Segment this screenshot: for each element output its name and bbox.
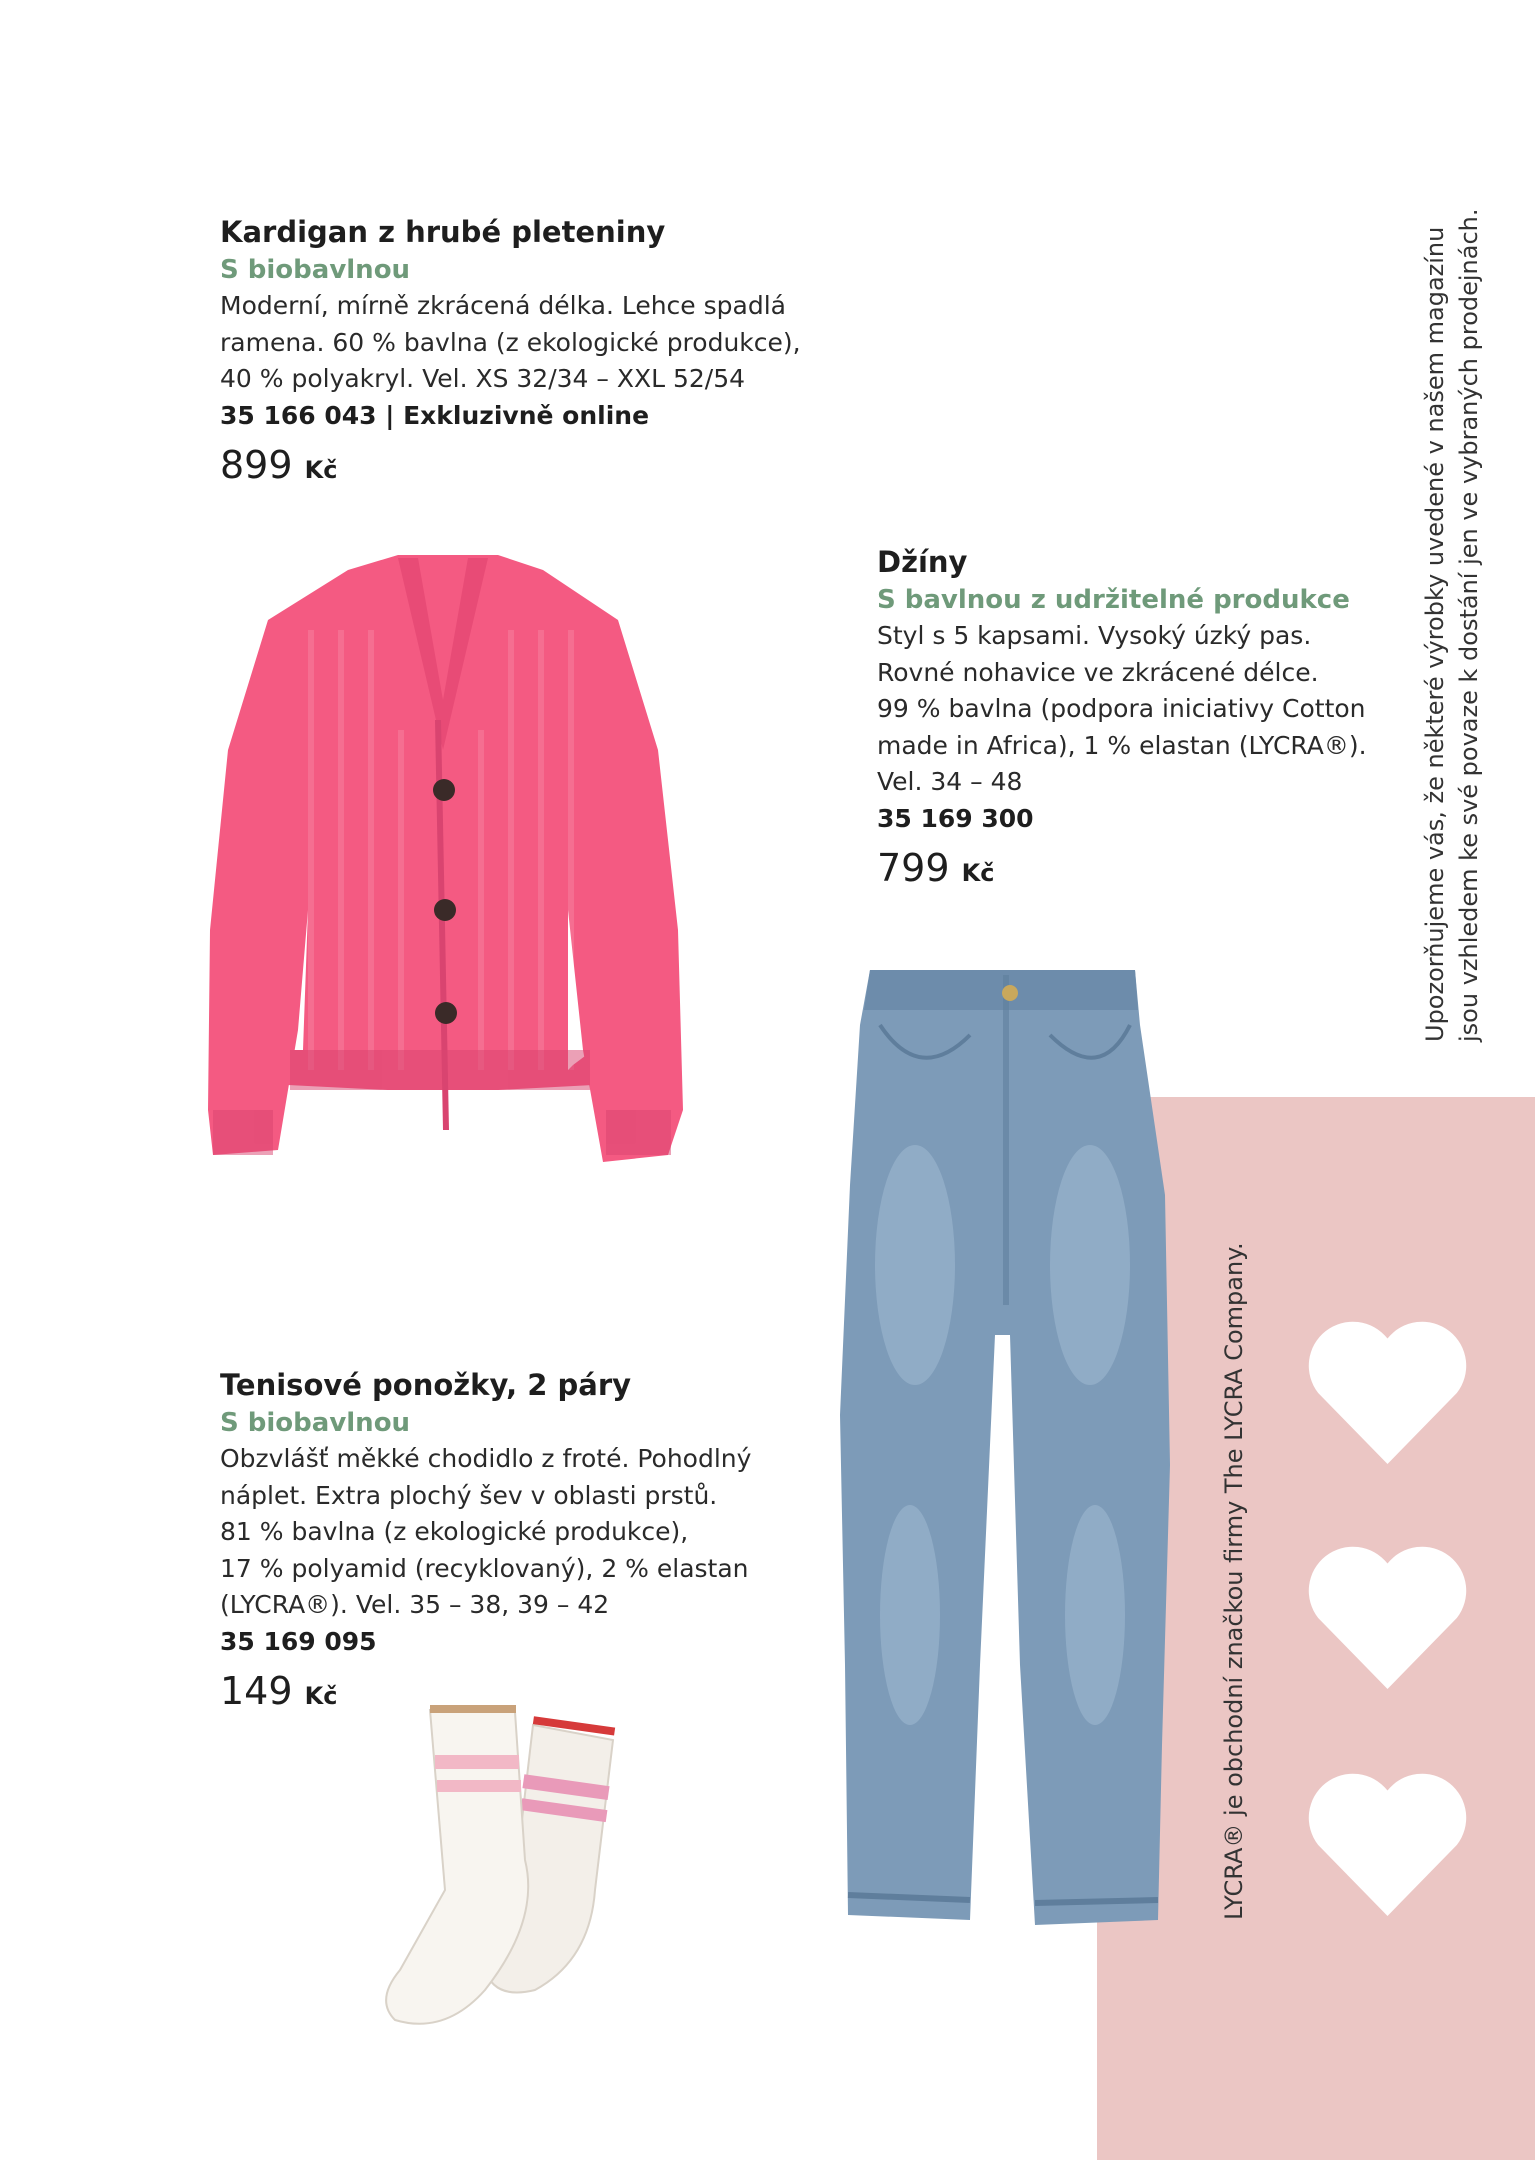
product-subtitle: S biobavlnou — [220, 255, 411, 285]
description-line: Rovné nohavice ve zkrácené délce. — [877, 657, 1319, 687]
disclaimer-note — [1418, 209, 1486, 1043]
product-title: Kardigan z hrubé pleteniny — [220, 215, 666, 249]
description-line: 81 % bavlna (z ekologické produkce), — [220, 1517, 689, 1546]
product-subtitle: S biobavlnou — [220, 1408, 411, 1438]
description-line: 40 % polyakryl. Vel. XS 32/34 – XXL 52/54 — [220, 364, 746, 393]
price-value: 799 — [877, 845, 950, 890]
description-line: Vel. 34 – 48 — [877, 767, 1023, 796]
lycra-trademark-note: LYCRA® je obchodní značkou firmy The LYCRA Company. — [1220, 1242, 1248, 1920]
description-line: made in Africa), 1 % elastan (LYCRA®). — [877, 730, 1367, 760]
price-currency: Kč — [961, 858, 995, 887]
product-code: 35 169 300 — [877, 803, 1034, 833]
product-socks — [220, 1365, 840, 1721]
description-line: (LYCRA®). Vel. 35 – 38, 39 – 42 — [220, 1590, 610, 1619]
heart-icon — [1305, 1318, 1470, 1468]
heart-icon — [1305, 1543, 1470, 1693]
product-description — [220, 1441, 840, 1624]
description-line: Obzvlášť měkké chodidlo z froté. Pohodlný — [220, 1444, 752, 1473]
product-code: 35 166 043 | Exkluzivně online — [220, 400, 650, 430]
description-line: Styl s 5 kapsami. Vysoký úzký pas. — [877, 621, 1312, 650]
description-line: 17 % polyamid (recyklovaný), 2 % elastan — [220, 1553, 749, 1583]
price-currency: Kč — [304, 455, 338, 484]
product-code: 35 169 095 — [220, 1626, 377, 1656]
description-line: ramena. 60 % bavlna (z ekologické produkce), — [220, 327, 801, 357]
jeans-image — [840, 965, 1170, 1935]
disclaimer-line: jsou vzhledem ke své povaze k dostání jen ve vybraných prodejnách. — [1455, 208, 1483, 1042]
product-cardigan — [220, 212, 840, 495]
description-line: náplet. Extra plochý šev v oblasti prstů. — [220, 1480, 718, 1510]
price-value: 899 — [220, 442, 293, 487]
product-price — [220, 440, 840, 495]
price-currency: Kč — [304, 1681, 338, 1710]
price-value: 149 — [220, 1668, 293, 1713]
cardigan-image — [198, 550, 688, 1230]
product-subtitle: S bavlnou z udržitelné produkce — [877, 585, 1350, 615]
description-line: 99 % bavlna (podpora iniciativy Cotton — [877, 694, 1366, 723]
product-description — [877, 618, 1397, 801]
disclaimer-line: Upozorňujeme vás, že některé výrobky uvedené v našem magazínu — [1421, 226, 1449, 1042]
product-jeans — [877, 542, 1397, 898]
product-title: Džíny — [877, 545, 968, 579]
socks-image — [375, 1700, 625, 2030]
product-title: Tenisové ponožky, 2 páry — [220, 1368, 632, 1402]
product-description — [220, 288, 840, 398]
product-price — [877, 843, 1397, 898]
description-line: Moderní, mírně zkrácená délka. Lehce spadlá — [220, 291, 786, 320]
heart-icon — [1305, 1770, 1470, 1920]
